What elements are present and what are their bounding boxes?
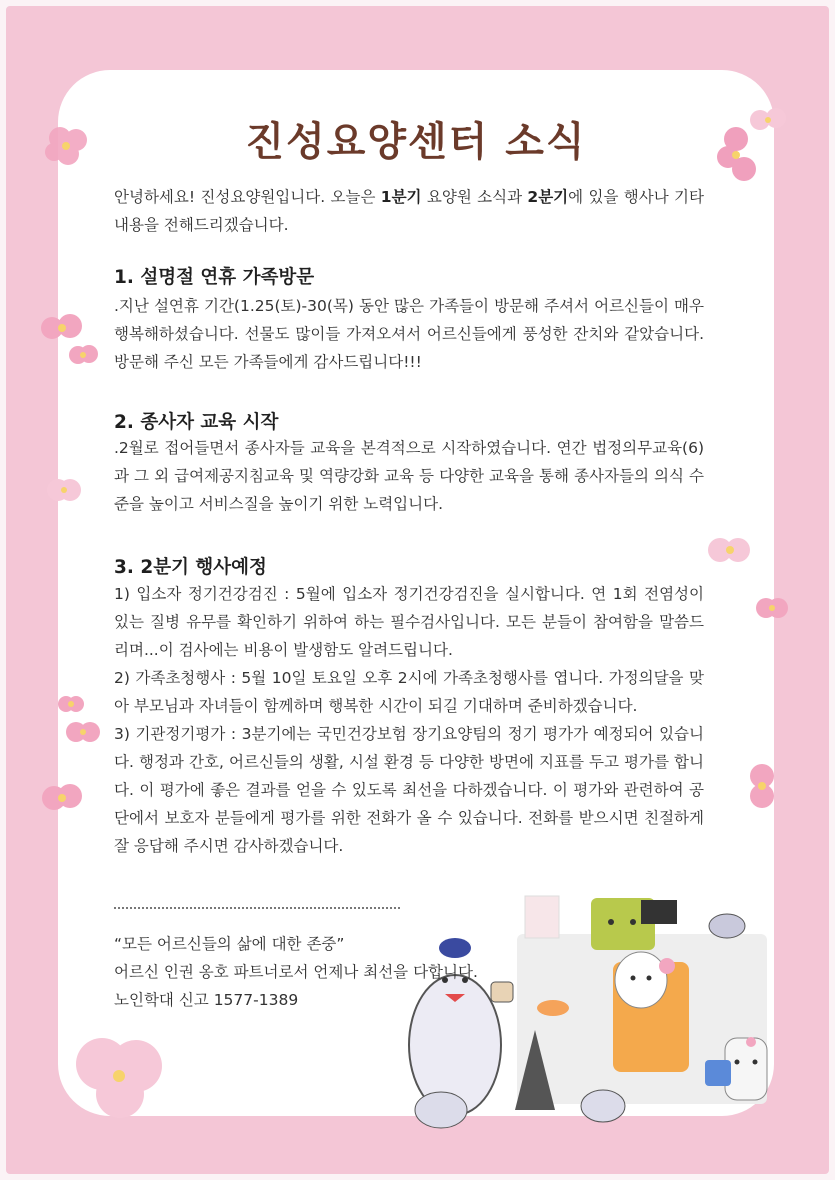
cherry-blossom-icon	[62, 716, 104, 748]
intro-text: 에 있을 행사나 기타 내용을 전해드리겠습니다.	[114, 188, 704, 234]
cherry-blossom-icon	[38, 776, 88, 820]
cherry-blossom-icon	[740, 762, 784, 810]
footer-motto: 어르신 인권 옹호 파트너로서 언제나 최선을 다합니다.	[114, 963, 478, 981]
dotted-divider	[114, 907, 400, 909]
section-3-heading: 3. 2분기 행사예정	[114, 557, 267, 578]
section-1-heading: 1. 설명절 연휴 가족방문	[114, 267, 315, 288]
intro-bold-q2: 2분기	[527, 188, 569, 206]
intro-text: 안녕하세요! 진성요양원입니다. 오늘은	[114, 188, 381, 206]
cherry-blossom-icon	[64, 1030, 174, 1122]
footer-block	[114, 930, 574, 1014]
section-1-paragraph: .지난 설연휴 기간(1.25(토)-30(목) 동안 많은 가족들이 방문해 주셔서 어르신들이 매우 행복해하셨습니다. 선물도 많이들 가져오셔서 어르신들에게 풍성한 잔치와 같았습니다. 방문해 주신 모든 가족들에게 감사드립니다!!!	[114, 297, 704, 371]
footer-abuse-hotline: 노인학대 신고 1577-1389	[114, 991, 299, 1009]
section-2-heading: 2. 종사자 교육 시작	[114, 412, 279, 433]
section-3-item-1: 1) 입소자 정기건강검진 : 5월에 입소자 정기건강검진을 실시합니다. 연 1회 전염성이 있는 질병 유무를 확인하기 위하여 하는 필수검사입니다. 모든 분들이 참여함을 말씀드리며...이 검사에는 비용이 발생함도 알려드립니다.	[114, 585, 704, 659]
intro-text: 요양원 소식과	[421, 188, 528, 206]
cherry-blossom-icon	[66, 340, 100, 370]
cherry-blossom-icon	[752, 590, 792, 626]
footer-quote: “모든 어르신들의 삶에 대한 존중”	[114, 935, 345, 953]
intro-paragraph	[114, 183, 704, 239]
section-3-body	[114, 580, 704, 860]
section-2-paragraph: .2월로 접어들면서 종사자들 교육을 본격적으로 시작하였습니다. 연간 법정의무교육(6)과 그 외 급여제공지침교육 및 역량강화 교육 등 다양한 교육을 통해 종사자들의 의식 수준을 높이고 서비스질을 높이기 위한 노력입니다.	[114, 439, 704, 513]
cherry-blossom-icon	[704, 530, 756, 570]
cherry-blossom-icon	[56, 690, 86, 718]
section-3-item-3: 3) 기관정기평가 : 3분기에는 국민건강보험 장기요양팀의 정기 평가가 예정되어 있습니다. 행정과 간호, 어르신들의 생활, 시설 환경 등 다양한 방면에 지표를 두고 평가를 합니다. 이 평가에 좋은 결과를 얻을 수 있도록 최선을 다하겠습니다. 이 평가와 관련하여 공단에서 보호자 분들에게 평가를 위한 전화가 올 수 있습니다. 전화를 받으시면 친절하게 잘 응답해 주시면 감사하겠습니다.	[114, 725, 704, 855]
section-3-item-2: 2) 가족초청행사 : 5월 10일 토요일 오후 2시에 가족초청행사를 엽니다. 가정의달을 맞아 부모님과 자녀들이 함께하며 행복한 시간이 되길 기대하며 준비하겠습니다.	[114, 669, 704, 715]
cherry-blossom-icon	[44, 472, 84, 508]
page-title: 진성요양센터 소식	[245, 119, 587, 165]
intro-bold-q1: 1분기	[380, 188, 422, 206]
